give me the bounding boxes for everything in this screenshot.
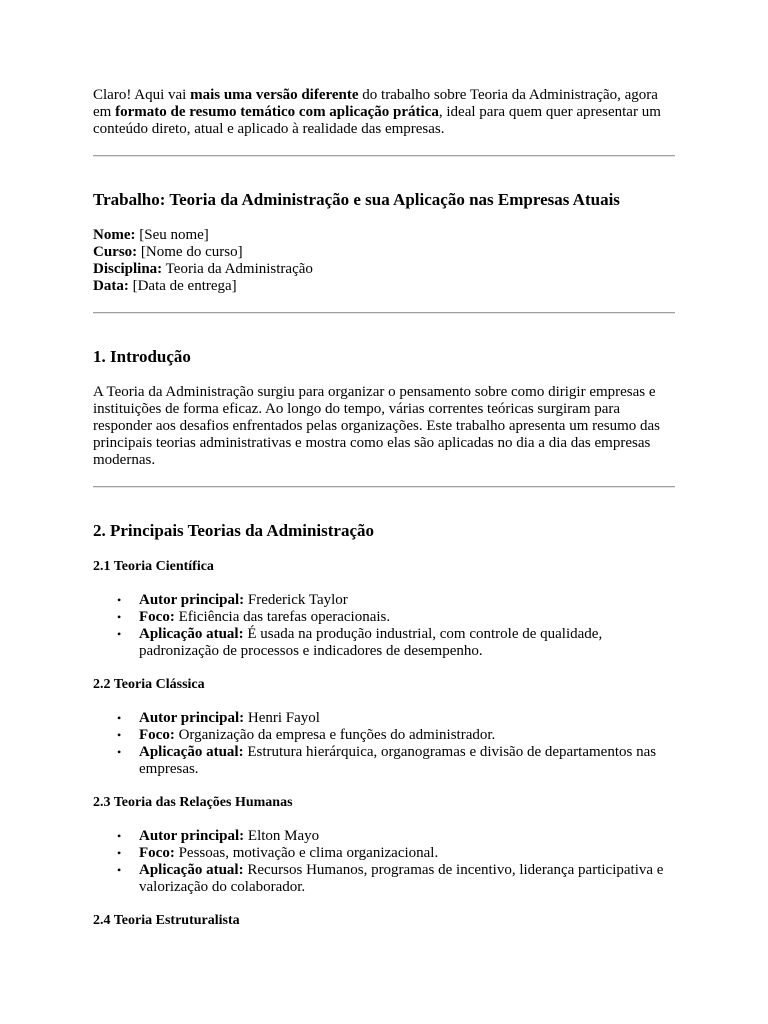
bullet-icon: • [117, 829, 122, 843]
list-item [117, 862, 675, 896]
item-label: Autor principal: [139, 592, 245, 608]
item-label: Autor principal: [139, 828, 245, 844]
item-value: Henri Fayol [244, 710, 320, 726]
item-label: Foco: [139, 845, 175, 861]
meta-value: [Data de entrega] [128, 278, 237, 294]
item-value: É usada na produção industrial, com controle de qualidade, padronização de processos e indicadores de desempenho. [139, 626, 603, 659]
subsection-heading-relacoes-humanas: 2.3 Teoria das Relações Humanas [93, 795, 293, 810]
item-value: Recursos Humanos, programas de incentivo, liderança participativa e valorização do colaborador. [139, 862, 664, 895]
item-value: Estrutura hierárquica, organogramas e divisão de departamentos nas empresas. [139, 744, 657, 777]
intro-bold-1: mais uma versão diferente [190, 87, 359, 103]
meta-label: Data: [93, 278, 129, 294]
item-value: Pessoas, motivação e clima organizacional. [174, 845, 439, 861]
item-value: Elton Mayo [244, 828, 320, 844]
meta-date [93, 278, 675, 295]
intro-text-3: , ideal para quem quer apresentar um conteúdo direto, atual e aplicado à realidade das empresas. [93, 104, 661, 137]
section-heading-teorias: 2. Principais Teorias da Administração [93, 521, 374, 540]
item-label: Foco: [139, 727, 175, 743]
divider [93, 155, 675, 157]
item-label: Aplicação atual: [139, 862, 244, 878]
meta-label: Nome: [93, 227, 136, 243]
list-item [117, 609, 675, 626]
bullet-icon: • [117, 728, 122, 742]
item-label: Aplicação atual: [139, 744, 244, 760]
meta-value: [Seu nome] [135, 227, 209, 243]
item-label: Foco: [139, 609, 175, 625]
bullet-icon: • [117, 863, 122, 877]
subsection-heading-estruturalista: 2.4 Teoria Estruturalista [93, 913, 240, 928]
meta-course [93, 244, 675, 261]
subsection-heading-cientifica: 2.1 Teoria Científica [93, 559, 214, 574]
intro-paragraph [93, 87, 675, 138]
meta-value: Teoria da Administração [162, 261, 313, 277]
meta-label: Disciplina: [93, 261, 163, 277]
list-item [117, 626, 675, 660]
intro-text-1: Claro! Aqui vai [93, 87, 191, 103]
meta-discipline [93, 261, 675, 278]
list-item [117, 845, 675, 862]
bullet-icon: • [117, 846, 122, 860]
item-label: Autor principal: [139, 710, 245, 726]
meta-label: Curso: [93, 244, 138, 260]
theory-list-relacoes-humanas [93, 828, 675, 896]
meta-block [93, 227, 675, 295]
item-value: Frederick Taylor [244, 592, 348, 608]
subsection-heading-classica: 2.2 Teoria Clássica [93, 677, 205, 692]
list-item [117, 744, 675, 778]
theory-list-classica [93, 710, 675, 778]
list-item [117, 710, 675, 727]
list-item [117, 592, 675, 609]
theory-list-cientifica [93, 592, 675, 660]
bullet-icon: • [117, 745, 122, 759]
bullet-icon: • [117, 610, 122, 624]
bullet-icon: • [117, 711, 122, 725]
item-value: Organização da empresa e funções do administrador. [174, 727, 496, 743]
bullet-icon: • [117, 627, 122, 641]
divider [93, 486, 675, 488]
intro-text-2: do trabalho sobre Teoria da Administração, agora em [93, 87, 658, 120]
intro-bold-2: formato de resumo temático com aplicação prática [115, 104, 439, 120]
list-item [117, 828, 675, 845]
list-item [117, 727, 675, 744]
item-value: Eficiência das tarefas operacionais. [174, 609, 391, 625]
meta-name [93, 227, 675, 244]
meta-value: [Nome do curso] [137, 244, 243, 260]
bullet-icon: • [117, 593, 122, 607]
document-title: Trabalho: Teoria da Administração e sua Aplicação nas Empresas Atuais [93, 190, 620, 209]
divider [93, 312, 675, 314]
section-body-introducao: A Teoria da Administração surgiu para organizar o pensamento sobre como dirigir empresas e instituições de forma eficaz. Ao longo do tempo, várias correntes teóricas surgiram para responder aos desafios enfrentados pelas organizações. Este trabalho apresenta um resumo das principais teorias administrativas e mostra como elas são aplicadas no dia a dia das empresas modernas. [93, 384, 661, 468]
item-label: Aplicação atual: [139, 626, 244, 642]
section-heading-introducao: 1. Introdução [93, 347, 191, 366]
